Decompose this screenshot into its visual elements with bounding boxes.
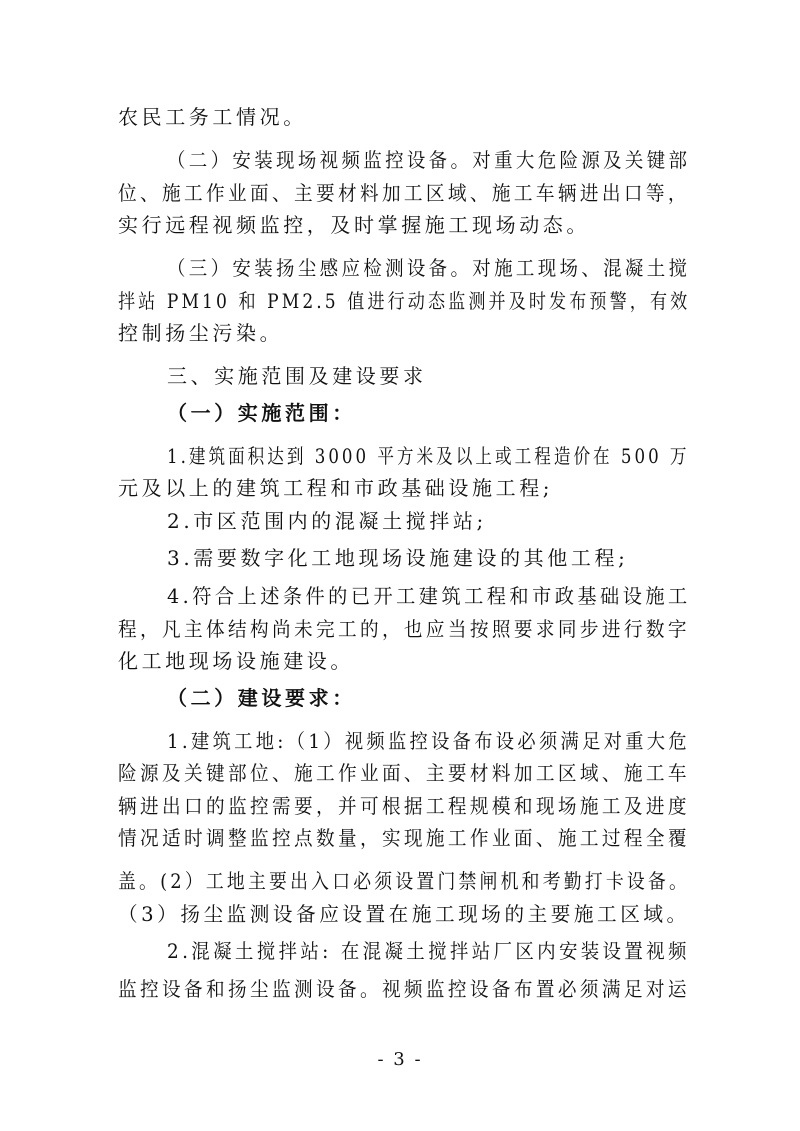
- body-line-5: （三）安装扬尘感应检测设备。对施工现场、混凝土搅: [167, 256, 691, 280]
- body-line-22: 盖。(2）工地主要出入口必须设置门禁闸机和考勤打卡设备。: [118, 869, 691, 893]
- body-line-3: 位、施工作业面、主要材料加工区域、施工车辆进出口等，: [118, 181, 690, 205]
- page-number: - 3 -: [377, 1049, 423, 1070]
- body-line-14: 4.符合上述条件的已开工建筑工程和市政基础设施工: [167, 584, 691, 608]
- body-line-16: 化工地现场设施建设。: [118, 649, 354, 673]
- body-line-23: （3）扬尘监测设备应设置在施工现场的主要施工区域。: [118, 902, 690, 926]
- body-line-24: 2.混凝土搅拌站: 在混凝土搅拌站厂区内安装设置视频: [167, 939, 690, 963]
- body-line-7: 控制扬尘污染。: [118, 321, 284, 345]
- body-line-19: 险源及关键部位、施工作业面、主要材料加工区域、施工车: [118, 761, 690, 785]
- body-line-10: 1.建筑面积达到 3000 平方米及以上或工程造价在 500 万: [167, 444, 690, 468]
- body-line-2: （二）安装现场视频监控设备。对重大危险源及关键部: [167, 148, 691, 172]
- body-line-20: 辆进出口的监控需要，并可根据工程规模和现场施工及进度: [118, 794, 690, 818]
- section-heading: 三、实施范围及建设要求: [167, 364, 427, 388]
- body-line-18: 1.建筑工地:（1）视频监控设备布设必须满足对重大危: [167, 729, 690, 753]
- body-line-25: 监控设备和扬尘监测设备。视频监控设备布置必须满足对运: [118, 977, 690, 1001]
- body-line-15: 程，凡主体结构尚未完工的，也应当按照要求同步进行数字: [118, 617, 690, 641]
- body-line-13: 3.需要数字化工地现场设施建设的其他工程;: [167, 546, 629, 570]
- subsection-heading-requirements: （二）建设要求：: [167, 686, 356, 710]
- body-line-6: 拌站 PM10 和 PM2.5 值进行动态监测并及时发布预警，有效: [118, 289, 691, 313]
- body-line-12: 2.市区范围内的混凝土搅拌站;: [167, 509, 487, 533]
- body-line-21: 情况适时调整监控点数量，实现施工作业面、施工过程全覆: [118, 826, 690, 850]
- body-line-11: 元及以上的建筑工程和市政基础设施工程;: [118, 476, 554, 500]
- body-line-4: 实行远程视频监控，及时掌握施工现场动态。: [118, 213, 590, 237]
- body-line-1: 农民工务工情况。: [118, 105, 307, 129]
- subsection-heading-scope: （一）实施范围：: [167, 401, 356, 425]
